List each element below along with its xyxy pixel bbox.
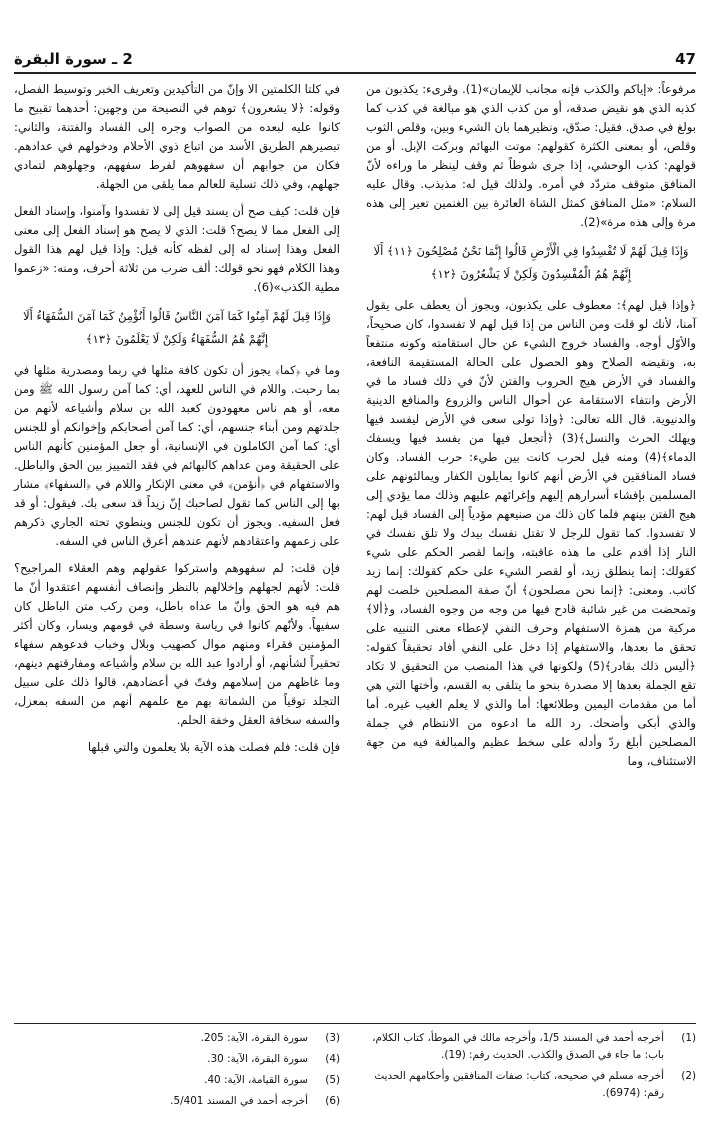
footnote-number: (6): [325, 1095, 340, 1107]
paragraph: فإن قلت: فلم فصلت هذه الآية بلا يعلمون والتي قبلها: [87, 740, 340, 754]
footnote-text: سورة البقرة، الآية: 205.: [200, 1032, 308, 1044]
footnote-number: (3): [325, 1032, 340, 1044]
footnote: [14, 1030, 340, 1047]
header-rule: [14, 72, 696, 74]
footnote-rule: [14, 1023, 696, 1024]
paragraph: وما في ﴿كما﴾ يجوز أن تكون كافة مثلها في ربما ومصدرية مثلها في بما رحبت. واللام في الناس للعهد، أي: كما آمن رسول الله ﷺ ومن معه، أو هم ناس معهودون كعبد الله بن سلام وأشياعه لأنهم من جلدتهم ومن أبناء جنسهم، أي: كما آمن أصحابكم وإخوانكم أو للجنس أي: كما آمن الكاملون في الإنسانية، أو جعل المؤمنين كأنهم الناس على الحقيقة ومن عداهم كالبهائم في فقد التمييز بين الحق والباطل. والاستفهام في ﴿أنؤمن﴾ في معنى الإنكار واللام في ﴿السفهاء﴾ مشار بها إلى الناس كما تقول لصاحبك إنّ زيداً قد سعى بك. فيقول: أو قد فعل السفيه. ويجوز أن تكون للجنس وينطوي تحته الجاري ذكرهم على زعمهم واعتقادهم لأنهم عندهم أعرق الناس في السفه.: [14, 363, 340, 548]
footnote-number: (2): [681, 1070, 696, 1082]
footnote: [14, 1072, 340, 1089]
footnote-number: (5): [325, 1074, 340, 1086]
quran-verse: وَإِذَا قِيلَ لَهُمْ آمِنُوا كَمَا آمَنَ النَّاسُ قَالُوا أَنُؤْمِنُ كَمَا آمَنَ السُّفَهَاءُ أَلَا إِنَّهُمْ هُمُ السُّفَهَاءُ وَلَكِنْ لَا يَعْلَمُونَ ﴿١٣﴾: [23, 309, 331, 346]
page-number: 47: [675, 50, 696, 68]
paragraph: في كلتا الكلمتين الا وإنّ من التأكيدين وتعريف الخبر وتوسيط الفصل، وقوله: ﴿لا يشعرون﴾ توهم في النصيحة من وجهين: أحدهما تقبيح ما كانوا عليه لبعده من الصواب وجره إلى الفساد والفتنة، والثاني: تبصيرهم الطريق الأسد من اتباع ذوي الأحلام ودخولهم في عدادهم. فكان من جوابهم أن سفهوهم لفرط سفههم، وجهلوهم لتمادي جهلهم، وفي ذلك تسلية للعالم مما يلقى من الجهلة.: [14, 82, 340, 191]
footnotes-right: [366, 1030, 696, 1106]
page-header: [14, 50, 696, 72]
paragraph: مرفوعاً: «إياكم والكذب فإنه مجانب للإيمان»(1). وقرىء: يكذبون من كذبه الذي هو نقيض صدقه، أو من كذب الذي هو مبالغة في كذب كما بولغ في صدق. فقيل: صدّق، ونظيرهما بان الشيء وبين، وقلص الثوب وقلص، أو بمعنى الكثرة كقولهم: موتت البهائم وبركت الإبل. أو من قولهم: كذب الوحشي، إذا جرى شوطاً ثم وقف لينظر ما وراءه لأنّ المنافق متوقف متردّد في أمره. ولذلك قيل له: مذبذب. وقال عليه السلام: «مثل المنافق كمثل الشاة العائرة بين الغنمين تعير إلى هذه مرة وإلى هذه مرة»(2).: [366, 82, 696, 229]
footnote-text: أخرجه أحمد في المسند 5/401.: [170, 1095, 308, 1107]
footnote: [14, 1093, 340, 1110]
left-column: [14, 80, 340, 765]
paragraph: فإن قلت: لم سفهوهم واستركوا عقولهم وهم العقلاء المراجيح؟ قلت: لأنهم لجهلهم وإخلالهم بالنظر وإنصاف أنفسهم اعتقدوا أنّ ما هم فيه هو الحق وأنّ ما عداه باطل، ومن ركب متن الباطل كان سفيهاً. ولأنّهم كانوا في رياسة وسطة في قومهم ويسار، وكان أكثر المؤمنين فقراء ومنهم موال كصهيب وبلال وخباب فدعوهم سفهاء تحقيراً لشأنهم، أو أرادوا عبد الله بن سلام وأشياعه ومفارقتهم دينهم، وما غاظهم من إسلامهم وفتّ في أعضادهم، قالوا ذلك على سبيل التجلد توقياً من الشماتة بهم مع علمهم أنهم من السفه بمعزل، والسفه سخافة العقل وخفة الحلم.: [14, 561, 340, 727]
quran-verse: وَإِذَا قِيلَ لَهُمْ لَا تُفْسِدُوا فِي الْأَرْضِ قَالُوا إِنَّمَا نَحْنُ مُصْلِحُونَ ﴿١١﴾ أَلَا إِنَّهُمْ هُمُ الْمُفْسِدُونَ وَلَكِنْ لَا يَشْعُرُونَ ﴿١٢﴾: [373, 244, 689, 281]
footnote: [14, 1051, 340, 1068]
paragraph: ﴿وإذا قيل لهم﴾: معطوف على يكذبون، ويجوز أن يعطف على يقول آمنا، لأنك لو قلت ومن الناس من إذا قيل لهم لا تفسدوا، كان صحيحاً، والأوّل أوجه. والفساد خروج الشيء عن حال استقامته وكونه منتفعاً به، ونقيضه الصلاح وهو الحصول على الحالة المستقيمة النافعة، والفساد في الأرض هيج الحروب والفتن لأنّ في ذلك فساد ما في الأرض وانتفاء الاستقامة عن أحوال الناس والزروع والمنافع الدينية والدنيوية. قال الله تعالى: ﴿وإذا تولى سعى في الأرض ليفسد فيها ويهلك الحرث والنسل﴾(3) ﴿أتجعل فيها من يفسد فيها ويسفك الدماء﴾(4) ومنه قيل لحرب كانت بين طيء: حرب الفساد. وكان فساد المنافقين في الأرض أنهم كانوا يمايلون الكفار ويمالئونهم على المسلمين بإفشاء أسرارهم إليهم وإغرائهم عليهم وذلك مما يؤدي إلى هيج الفتن بينهم فلما كان ذلك من صنيعهم مؤدياً إلى الفساد قيل لهم: لا تفسدوا. كما تقول للرجل لا تقتل نفسك بيدك ولا تلق نفسك في النار إذا أقدم على ما هذه عاقبته، وإنما لقصر الحكم على شيء كقولك: إنما ينطلق زيد، أو لقصر الشيء على حكم كقولك: إنما زيد كاتب. ومعنى: ﴿إنما نحن مصلحون﴾ أنّ صفة المصلحين خلصت لهم وتمحضت من غير شائبة قادح فيها من وجه من وجوه الفساد، و﴿ألا﴾ مركبة من همزة الاستفهام وحرف النفي لإعطاء معنى التنبيه على تحقق ما بعدها، والاستفهام إذا دخل على النفي أفاد تحقيقاً كقوله: ﴿أليس ذلك بقادر﴾(5) ولكونها في هذا المنصب من التحقيق لا تكاد تقع الجملة بعدها إلا مصدرة بنحو ما يتلقى به القسم، وأختها التي هي أما من مقدمات اليمين وطلائعها: أما والذي لا يعلم الغيب غيره. أما والذي أبكى وأضحك. رد الله ما ادعوه من الانتظام في جملة المصلحين أبلغ ردّ وأدله على سخط عظيم والمبالغة فيه من جهة الاستئناف، وما: [366, 298, 696, 768]
footnote-text: أخرجه مسلم في صحيحه، كتاب: صفات المنافقين وأحكامهم الحديث رقم: (6974).: [374, 1070, 664, 1099]
footnote: [366, 1030, 696, 1064]
footnote-text: سورة القيامة، الآية: 40.: [204, 1074, 308, 1086]
footnotes-left: [14, 1030, 340, 1114]
footnote-number: (1): [681, 1032, 696, 1044]
footnote: [366, 1068, 696, 1102]
right-column: [366, 80, 696, 779]
footnote-text: سورة البقرة، الآية: 30.: [207, 1053, 308, 1065]
paragraph: فإن قلت: كيف صح أن يسند قيل إلى لا تفسدوا وآمنوا، وإسناد الفعل إلى الفعل مما لا يصح؟ قلت: الذي لا يصح هو إسناد الفعل إلى معنى الفعل وهذا إسناد له إلى لفظه كأنه قيل: وإذا قيل لهم هذا القول وهذا الكلام فهو نحو قولك: ألف ضرب من ثلاثة أحرف، ومنه: «زعموا مطية الكذب»(6).: [14, 204, 340, 294]
footnote-number: (4): [325, 1053, 340, 1065]
running-title: 2 ـ سورة البقرة: [14, 50, 133, 68]
footnote-text: أخرجه أحمد في المسند 1/5، وأخرجه مالك في الموطأ، كتاب الكلام، باب: ما جاء في الصدق والكذب. الحديث رقم: (19).: [372, 1032, 664, 1061]
